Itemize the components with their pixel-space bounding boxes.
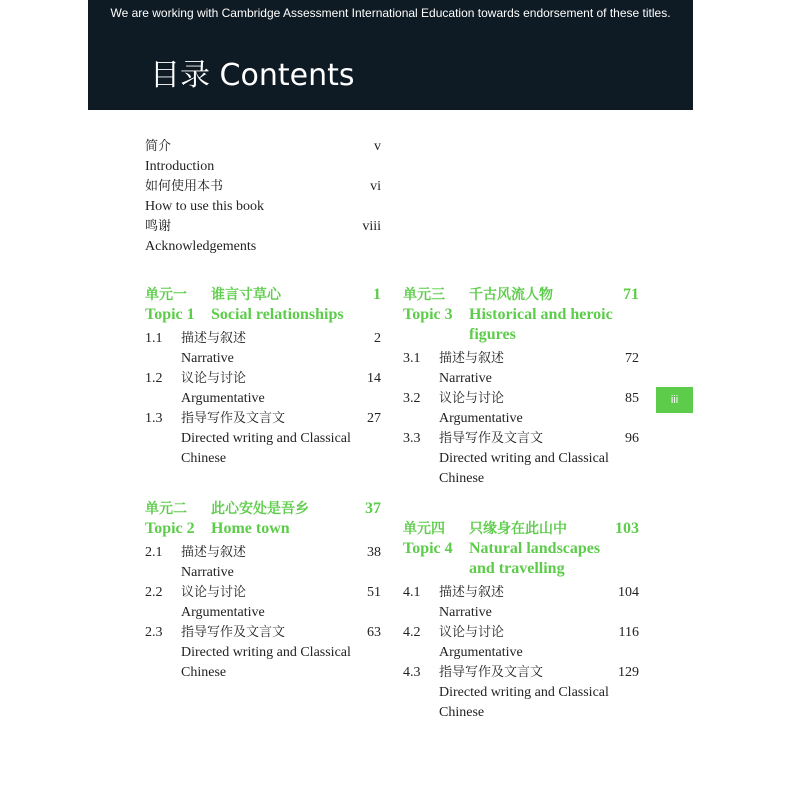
unit-block-2 (145, 499, 381, 683)
unit-heading[interactable] (403, 519, 639, 579)
section-entry[interactable] (145, 409, 381, 469)
front-item-en-row[interactable] (145, 197, 381, 217)
section-title-en: Argumentative (439, 645, 523, 660)
section-title-zh: 指导写作及文言文 (181, 625, 286, 640)
section-title-zh: 描述与叙述 (181, 331, 247, 346)
topic-title-en: Natural landscapes (469, 540, 601, 557)
unit-title-zh: 谁言寸草心 (211, 287, 281, 303)
section-entry[interactable] (145, 369, 381, 409)
topic-title-en: Social relationships (211, 306, 344, 323)
section-entry[interactable] (145, 623, 381, 683)
section-page: 129 (618, 665, 639, 680)
endorsement-note: We are working with Cambridge Assessment International Education towards endorsement of these titles. (110, 6, 671, 20)
section-entry[interactable] (403, 663, 639, 723)
section-title-en: Chinese (439, 705, 485, 720)
section-page: 63 (367, 625, 381, 640)
section-page: 104 (618, 585, 639, 600)
front-item-en: How to use this book (145, 199, 264, 214)
topic-title-en: figures (469, 326, 516, 343)
section-title-en: Chinese (181, 665, 227, 680)
front-item-zh: 简介 (145, 139, 172, 154)
unit-heading[interactable] (145, 285, 381, 325)
section-title-en: Narrative (181, 565, 234, 580)
section-page: 27 (367, 411, 381, 426)
section-title-en: Argumentative (439, 411, 523, 426)
section-title-zh: 议论与讨论 (439, 391, 505, 406)
topic-label: Topic 2 (145, 520, 195, 537)
unit-heading[interactable] (145, 499, 381, 539)
topic-label: Topic 1 (145, 306, 195, 323)
section-entry[interactable] (403, 583, 639, 623)
unit-page: 37 (365, 500, 381, 517)
section-entry[interactable] (145, 583, 381, 623)
unit-page: 71 (623, 286, 639, 303)
section-page: 116 (618, 625, 639, 640)
unit-block-1 (145, 285, 381, 469)
front-item-en: Introduction (145, 159, 215, 174)
section-page: 96 (625, 431, 639, 446)
section-title-en: Narrative (439, 605, 492, 620)
section-number: 3.3 (403, 431, 421, 446)
front-item[interactable] (145, 177, 381, 197)
section-number: 2.3 (145, 625, 163, 640)
section-title-zh: 描述与叙述 (439, 585, 505, 600)
front-item[interactable] (145, 137, 381, 157)
section-page: 2 (374, 331, 381, 346)
unit-number-zh: 单元三 (403, 287, 445, 303)
header-banner (88, 0, 693, 110)
section-title-zh: 描述与叙述 (181, 545, 247, 560)
section-title-en: Argumentative (181, 605, 265, 620)
page-title: 目录 Contents (150, 58, 355, 93)
section-title-en: Directed writing and Classical (181, 645, 351, 660)
section-title-en: Directed writing and Classical (439, 451, 609, 466)
section-title-en: Directed writing and Classical (181, 431, 351, 446)
topic-label: Topic 4 (403, 540, 453, 557)
unit-heading[interactable] (403, 285, 639, 345)
topic-title-en: Historical and heroic (469, 306, 613, 323)
section-entry[interactable] (403, 349, 639, 389)
section-number: 3.2 (403, 391, 421, 406)
section-page: 38 (367, 545, 381, 560)
unit-title-zh: 千古风流人物 (469, 287, 553, 303)
front-matter-list (145, 137, 381, 257)
section-entry[interactable] (403, 389, 639, 429)
section-number: 1.2 (145, 371, 163, 386)
unit-page: 103 (615, 520, 639, 537)
section-entry[interactable] (145, 543, 381, 583)
front-item-zh: 鸣谢 (145, 219, 172, 234)
section-title-zh: 议论与讨论 (439, 625, 505, 640)
section-title-en: Argumentative (181, 391, 265, 406)
unit-number-zh: 单元四 (403, 521, 445, 537)
topic-title-en: and travelling (469, 560, 565, 577)
topic-title-en: Home town (211, 520, 290, 537)
front-item-page: viii (362, 219, 381, 234)
section-title-zh: 指导写作及文言文 (181, 411, 286, 426)
section-title-zh: 指导写作及文言文 (439, 431, 544, 446)
section-title-en: Chinese (181, 451, 227, 466)
section-number: 2.1 (145, 545, 163, 560)
section-title-zh: 指导写作及文言文 (439, 665, 544, 680)
section-title-en: Directed writing and Classical (439, 685, 609, 700)
unit-number-zh: 单元一 (145, 287, 187, 303)
unit-title-zh: 只缘身在此山中 (469, 521, 567, 537)
section-number: 3.1 (403, 351, 421, 366)
section-title-zh: 议论与讨论 (181, 585, 247, 600)
section-number: 1.1 (145, 331, 163, 346)
section-title-en: Narrative (181, 351, 234, 366)
unit-number-zh: 单元二 (145, 501, 187, 517)
section-title-en: Narrative (439, 371, 492, 386)
front-item-zh: 如何使用本书 (145, 179, 224, 194)
section-page: 14 (367, 371, 381, 386)
section-entry[interactable] (145, 329, 381, 369)
section-title-zh: 描述与叙述 (439, 351, 505, 366)
section-number: 1.3 (145, 411, 163, 426)
front-item-en-row[interactable] (145, 237, 381, 257)
section-number: 4.3 (403, 665, 421, 680)
section-title-en: Chinese (439, 471, 485, 486)
section-number: 4.1 (403, 585, 421, 600)
section-number: 4.2 (403, 625, 421, 640)
front-item-en: Acknowledgements (145, 239, 257, 254)
front-item-en-row[interactable] (145, 157, 381, 177)
section-entry[interactable] (403, 623, 639, 663)
unit-block-4 (403, 519, 639, 723)
front-item-page: v (374, 139, 381, 154)
section-page: 85 (625, 391, 639, 406)
page-number-tab: iii (656, 387, 693, 413)
section-page: 72 (625, 351, 639, 366)
front-item-page: vi (370, 179, 381, 194)
section-entry[interactable] (403, 429, 639, 489)
topic-label: Topic 3 (403, 306, 453, 323)
unit-block-3 (403, 285, 639, 489)
section-title-zh: 议论与讨论 (181, 371, 247, 386)
section-page: 51 (367, 585, 381, 600)
unit-page: 1 (373, 286, 381, 303)
section-number: 2.2 (145, 585, 163, 600)
unit-title-zh: 此心安处是吾乡 (211, 501, 309, 517)
front-item[interactable] (145, 217, 381, 237)
